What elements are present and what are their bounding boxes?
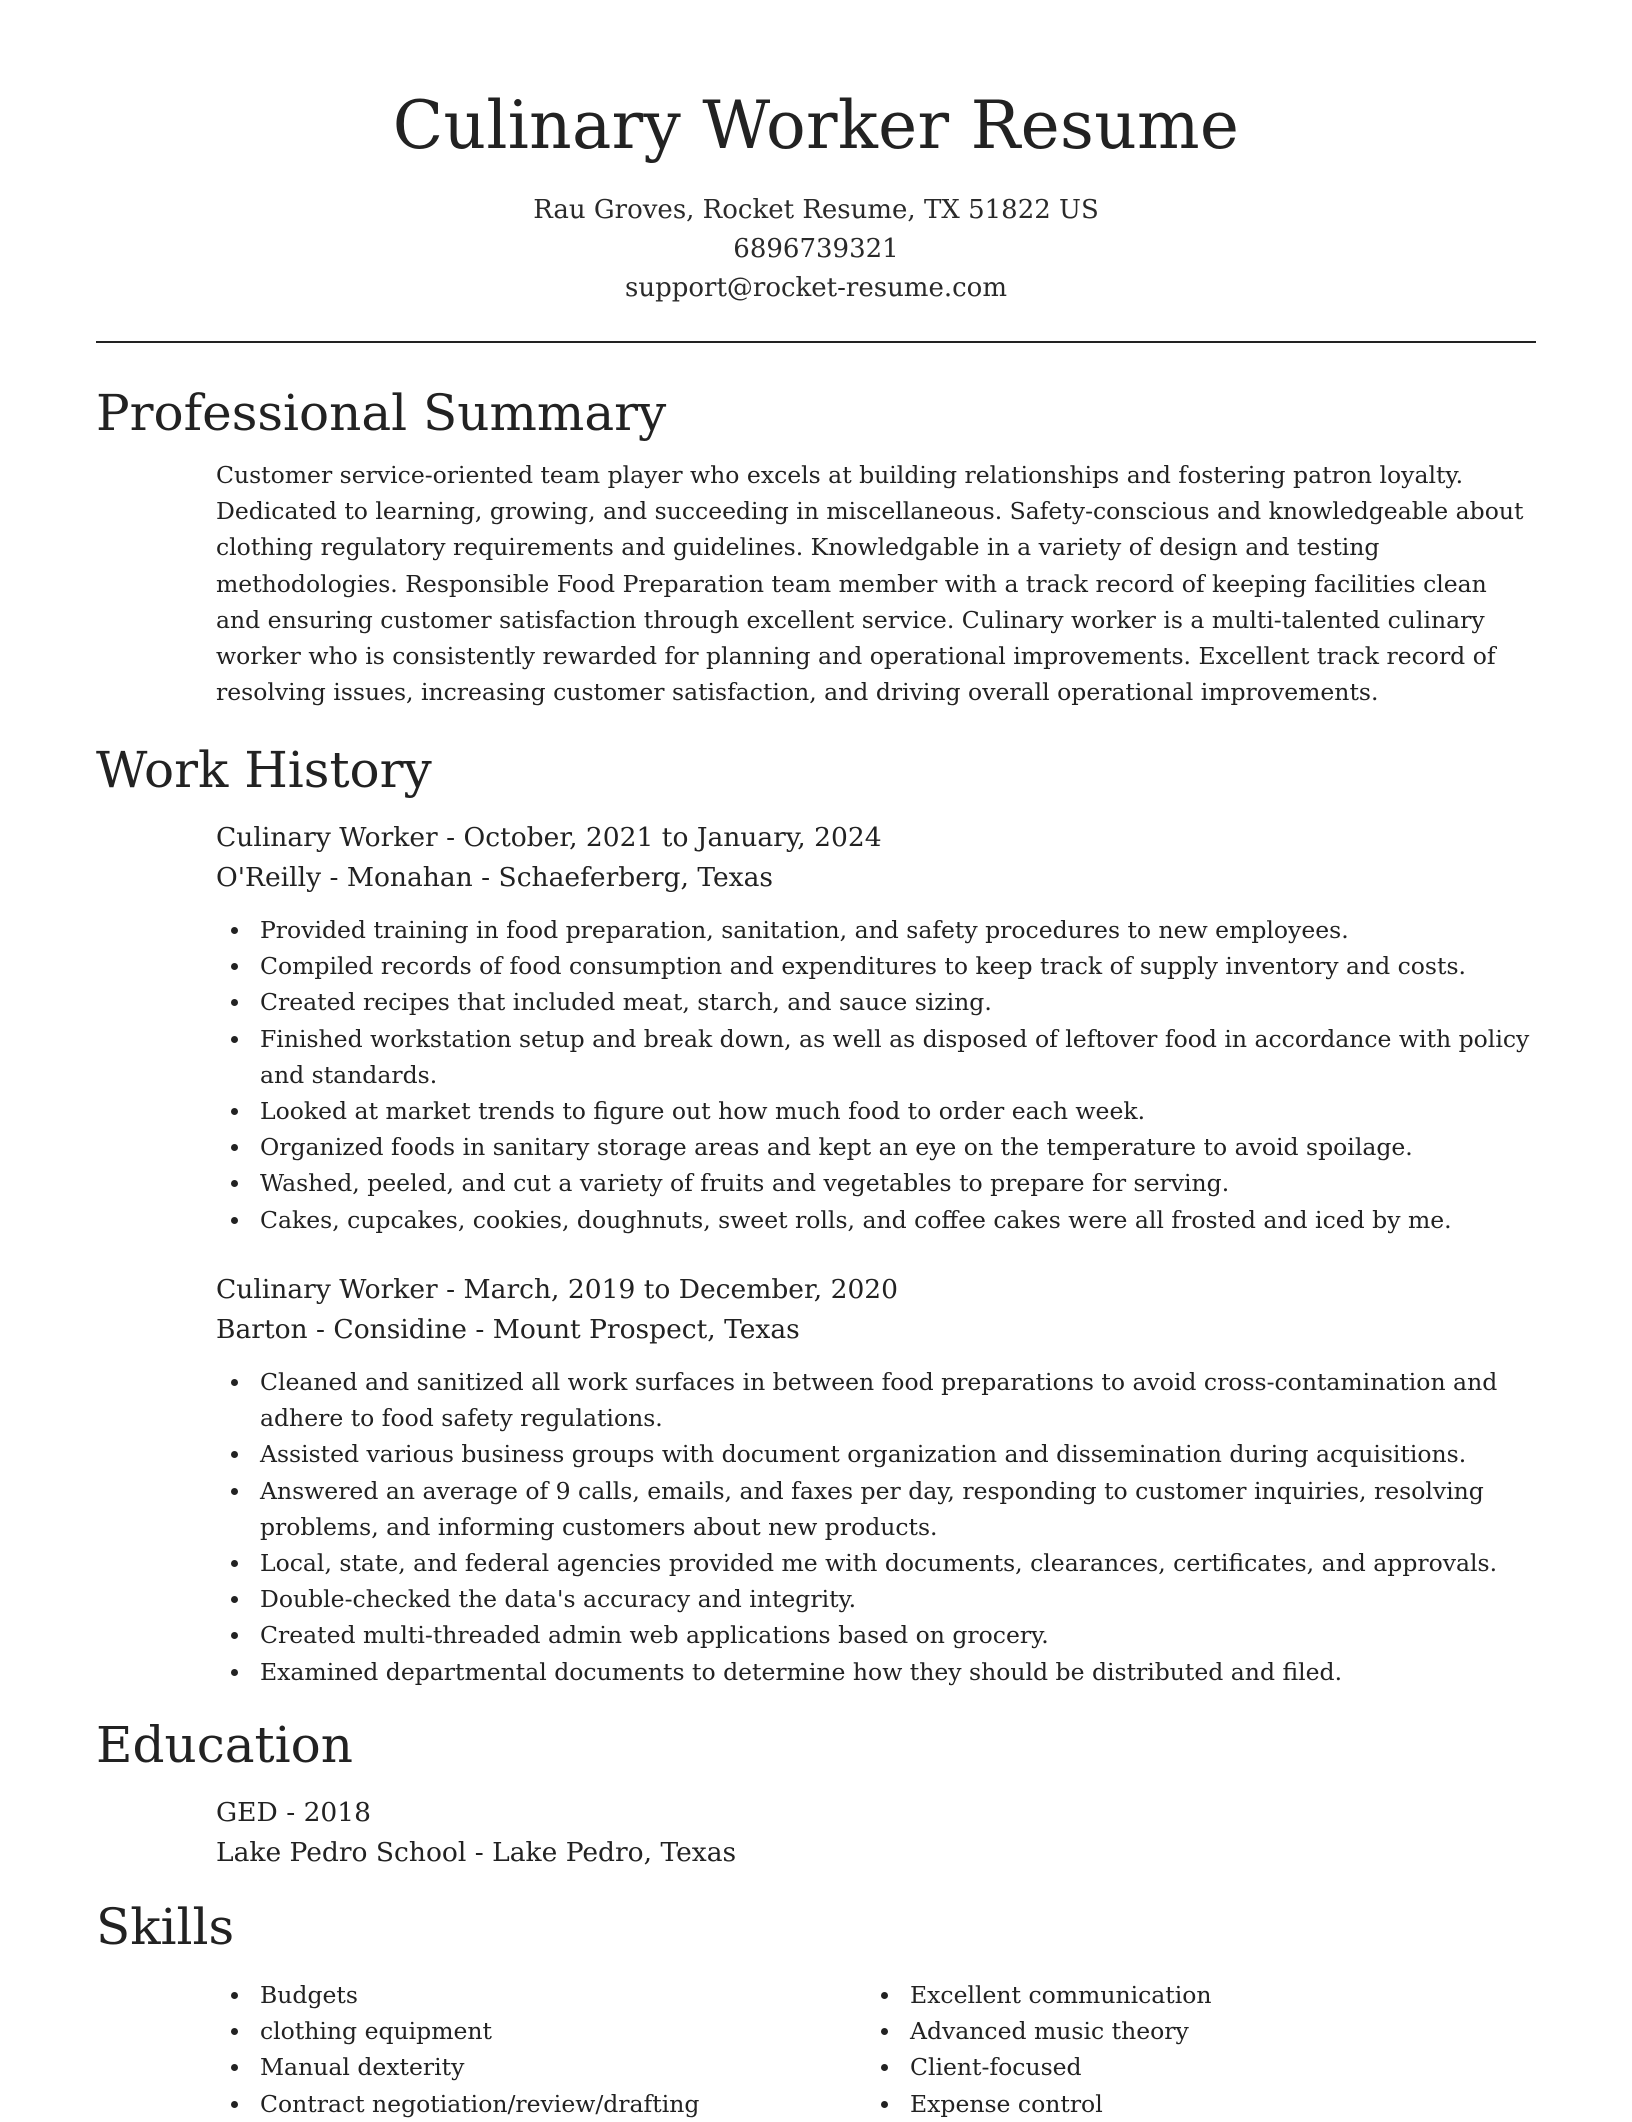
list-item: Local, state, and federal agencies provided me with documents, clearances, certificates, and approvals. (216, 1545, 1536, 1581)
skills-column-right (866, 1977, 1486, 2122)
degree-year: - 2018 (277, 1797, 372, 1828)
list-item: Created recipes that included meat, starch, and sauce sizing. (216, 984, 1536, 1020)
job-dates: - March, 2019 to December, 2020 (437, 1274, 899, 1305)
list-item: Expense control (866, 2086, 1486, 2122)
degree: GED (216, 1797, 278, 1828)
contact-address: Rau Groves, Rocket Resume, TX 51822 US (533, 195, 1099, 225)
list-item: clothing equipment (216, 2013, 836, 2049)
job-company-line (216, 858, 1536, 898)
list-item: Cleaned and sanitized all work surfaces in between food preparations to avoid cross-contamination and adhere to food safety regulations. (216, 1364, 1536, 1436)
work-history-heading: Work History (96, 741, 432, 799)
contact-phone: 6896739321 (733, 234, 899, 264)
list-item: Client-focused (866, 2049, 1486, 2085)
degree-line (216, 1793, 1536, 1833)
job-title-line (216, 1270, 1536, 1310)
job-dates: - October, 2021 to January, 2024 (437, 822, 882, 853)
skills-column-left (216, 1977, 836, 2122)
job-role: Culinary Worker (216, 1274, 438, 1305)
job-entry (216, 1270, 1536, 1690)
summary-section (216, 457, 1536, 710)
list-item: Organized foods in sanitary storage areas and kept an eye on the temperature to avoid spoilage. (216, 1129, 1536, 1165)
list-item: Excellent communication (866, 1977, 1486, 2013)
skills-heading: Skills (96, 1898, 235, 1956)
list-item: Cakes, cupcakes, cookies, doughnuts, sweet rolls, and coffee cakes were all frosted and iced by me. (216, 1202, 1536, 1238)
school-location: - Lake Pedro, Texas (466, 1837, 737, 1868)
contact-email: support@rocket-resume.com (624, 273, 1007, 303)
header-divider (96, 341, 1536, 343)
job-title-line (216, 818, 1536, 858)
summary-heading: Professional Summary (96, 384, 667, 442)
list-item: Provided training in food preparation, sanitation, and safety procedures to new employees. (216, 912, 1536, 948)
job-bullets (216, 1364, 1536, 1690)
job-location: - Schaeferberg, Texas (472, 862, 774, 893)
list-item: Finished workstation setup and break down, as well as disposed of leftover food in accordance with policy and standards. (216, 1021, 1536, 1093)
list-item: Created multi-threaded admin web applications based on grocery. (216, 1617, 1536, 1653)
job-entry (216, 818, 1536, 1238)
list-item: Compiled records of food consumption and expenditures to keep track of supply inventory and costs. (216, 948, 1536, 984)
job-company: Barton - Considine (216, 1314, 467, 1345)
resume-title: Culinary Worker Resume (392, 87, 1240, 164)
job-bullets (216, 912, 1536, 1238)
list-item: Double-checked the data's accuracy and integrity. (216, 1581, 1536, 1617)
school-line (216, 1833, 1536, 1873)
job-location: - Mount Prospect, Texas (466, 1314, 800, 1345)
list-item: Washed, peeled, and cut a variety of fruits and vegetables to prepare for serving. (216, 1165, 1536, 1201)
contact-block (0, 191, 1632, 308)
list-item: Manual dexterity (216, 2049, 836, 2085)
job-company-line (216, 1310, 1536, 1350)
list-item: Looked at market trends to figure out how much food to order each week. (216, 1093, 1536, 1129)
list-item: Budgets (216, 1977, 836, 2013)
school-name: Lake Pedro School (216, 1837, 467, 1868)
education-heading: Education (96, 1716, 353, 1774)
list-item: Assisted various business groups with document organization and dissemination during acquisitions. (216, 1436, 1536, 1472)
list-item: Advanced music theory (866, 2013, 1486, 2049)
list-item: Answered an average of 9 calls, emails, and faxes per day, responding to customer inquiries, resolving problems, and informing customers about new products. (216, 1473, 1536, 1545)
list-item: Examined departmental documents to determine how they should be distributed and filed. (216, 1654, 1536, 1690)
job-role: Culinary Worker (216, 822, 438, 853)
education-entry (216, 1793, 1536, 1873)
list-item: Contract negotiation/review/drafting (216, 2086, 836, 2122)
job-company: O'Reilly - Monahan (216, 862, 473, 893)
summary-text: Customer service-oriented team player who excels at building relationships and fostering patron loyalty. Dedicated to learning, growing, and succeeding in miscellaneous. Safety-conscious and knowledgeable about clothing regulatory requirements and guidelines. Knowledgable in a variety of design and testing methodologies. Responsible Food Preparation team member with a track record of keeping facilities clean and ensuring customer satisfaction through excellent service. Culinary worker is a multi-talented culinary worker who is consistently rewarded for planning and operational improvements. Excellent track record of resolving issues, increasing customer satisfaction, and driving overall operational improvements. (216, 461, 1524, 707)
